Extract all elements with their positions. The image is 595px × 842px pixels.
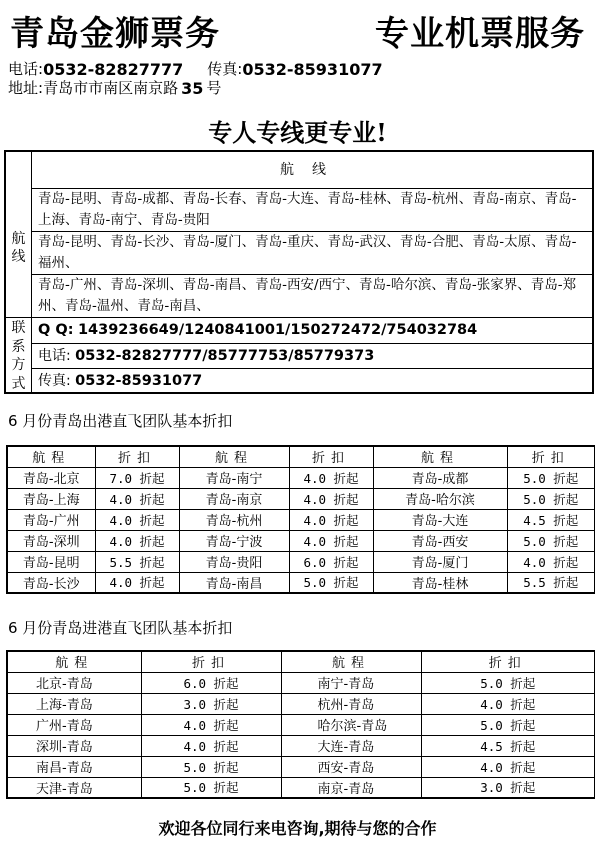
- table-row: [7, 756, 595, 777]
- col-header-route: 航程: [7, 651, 141, 672]
- discount-cell: 4.0 折起: [95, 509, 179, 530]
- outbound-table: [6, 445, 595, 594]
- route-cell: 南宁-青岛: [281, 672, 421, 693]
- route-cell: 青岛-北京: [7, 467, 95, 488]
- fax-row-label: 传真:: [38, 373, 71, 389]
- address-text: 青岛市市南区南京路: [43, 79, 179, 97]
- route-cell: 青岛-长沙: [7, 572, 95, 593]
- col-header-discount: 折扣: [95, 446, 179, 467]
- outbound-title: 6 月份青岛出港直飞团队基本折扣: [8, 412, 233, 430]
- phones-label: 电话:: [38, 348, 71, 364]
- discount-cell: 5.0 折起: [141, 777, 281, 798]
- col-header-route: 航程: [281, 651, 421, 672]
- footer-message: 欢迎各位同行来电咨询,期待与您的合作: [158, 819, 437, 838]
- address-label: 地址:: [8, 79, 44, 97]
- phones-numbers: 0532-82827777/85777753/85779373: [75, 348, 375, 364]
- discount-cell: 4.0 折起: [95, 488, 179, 509]
- discount-cell: 4.0 折起: [289, 530, 373, 551]
- qq-numbers: 1439236649/1240841001/150272472/754032784: [77, 322, 478, 338]
- route-cell: 杭州-青岛: [281, 693, 421, 714]
- route-cell: 上海-青岛: [7, 693, 141, 714]
- route-cell: 大连-青岛: [281, 735, 421, 756]
- discount-cell: 4.0 折起: [289, 509, 373, 530]
- phone-number: 0532-82827777: [43, 60, 184, 79]
- col-header-discount: 折扣: [289, 446, 373, 467]
- qq-label: Q Q:: [38, 322, 74, 338]
- discount-cell: 6.0 折起: [141, 672, 281, 693]
- discount-cell: 6.0 折起: [289, 551, 373, 572]
- table-row: [7, 572, 595, 593]
- route-cell: 南京-青岛: [281, 777, 421, 798]
- route-cell: 青岛-杭州: [179, 509, 289, 530]
- route-cell: 青岛-深圳: [7, 530, 95, 551]
- route-cell: 青岛-哈尔滨: [373, 488, 507, 509]
- fax-label: 传真:: [207, 60, 243, 78]
- route-cell: 青岛-宁波: [179, 530, 289, 551]
- discount-cell: 5.0 折起: [141, 756, 281, 777]
- col-header-route: 航程: [373, 446, 507, 467]
- table-row: [7, 672, 595, 693]
- table-row: [7, 488, 595, 509]
- discount-cell: 5.0 折起: [507, 530, 595, 551]
- contact-side-text: 联系方式: [11, 320, 26, 392]
- route-cell: 南昌-青岛: [7, 756, 141, 777]
- route-cell: 天津-青岛: [7, 777, 141, 798]
- route-cell: 青岛-厦门: [373, 551, 507, 572]
- table-row: [7, 777, 595, 798]
- route-cell: 青岛-广州: [7, 509, 95, 530]
- fax-number: 0532-85931077: [242, 60, 383, 79]
- discount-cell: 4.5 折起: [421, 735, 595, 756]
- header-banner: [10, 8, 585, 52]
- discount-cell: 5.5 折起: [95, 551, 179, 572]
- route-group-2: 青岛-昆明、青岛-长沙、青岛-厦门、青岛-重庆、青岛-武汉、青岛-合肥、青岛-太原、青岛-福州、: [38, 234, 577, 271]
- route-group-3: 青岛-广州、青岛-深圳、青岛-南昌、青岛-西安/西宁、青岛-哈尔滨、青岛-张家界、青岛-郑州、青岛-温州、青岛-南昌、: [38, 277, 577, 314]
- discount-cell: 5.0 折起: [507, 467, 595, 488]
- discount-cell: 4.0 折起: [95, 530, 179, 551]
- col-header-route: 航程: [7, 446, 95, 467]
- route-cell: 哈尔滨-青岛: [281, 714, 421, 735]
- route-cell: 广州-青岛: [7, 714, 141, 735]
- discount-cell: 4.0 折起: [141, 714, 281, 735]
- discount-cell: 4.0 折起: [95, 572, 179, 593]
- table-row: [7, 467, 595, 488]
- route-cell: 青岛-西安: [373, 530, 507, 551]
- discount-cell: 5.0 折起: [421, 672, 595, 693]
- col-header-discount: 折扣: [141, 651, 281, 672]
- table-header-row: [7, 651, 595, 672]
- phones-row: [38, 344, 374, 368]
- discount-cell: 4.5 折起: [507, 509, 595, 530]
- route-cell: 青岛-大连: [373, 509, 507, 530]
- qq-row: [38, 318, 477, 342]
- route-cell: 深圳-青岛: [7, 735, 141, 756]
- brand-name: 青岛金狮票务: [10, 13, 220, 54]
- route-cell: 青岛-昆明: [7, 551, 95, 572]
- route-cell: 青岛-桂林: [373, 572, 507, 593]
- table-row: [7, 735, 595, 756]
- phone-label: 电话:: [8, 60, 44, 78]
- route-cell: 西安-青岛: [281, 756, 421, 777]
- table-row: [7, 530, 595, 551]
- table-row: [7, 714, 595, 735]
- fax-row: [38, 369, 202, 393]
- discount-cell: 4.0 折起: [289, 467, 373, 488]
- col-header-route: 航程: [179, 446, 289, 467]
- table-row: [7, 693, 595, 714]
- discount-cell: 7.0 折起: [95, 467, 179, 488]
- route-cell: 青岛-南昌: [179, 572, 289, 593]
- route-cell: 青岛-成都: [373, 467, 507, 488]
- route-cell: 北京-青岛: [7, 672, 141, 693]
- routes-side-text: 航线: [11, 231, 26, 265]
- address-number: 35: [181, 79, 204, 98]
- col-header-discount: 折扣: [507, 446, 595, 467]
- routes-side-label: [6, 230, 31, 266]
- fax-row-number: 0532-85931077: [75, 373, 203, 389]
- slogan: 专人专线更专业!: [208, 118, 387, 147]
- discount-cell: 3.0 折起: [421, 777, 595, 798]
- discount-cell: 4.0 折起: [289, 488, 373, 509]
- contact-block: [8, 60, 383, 98]
- discount-cell: 5.0 折起: [421, 714, 595, 735]
- discount-cell: 5.0 折起: [289, 572, 373, 593]
- table-row: [7, 509, 595, 530]
- routes-header: 航线: [280, 162, 344, 178]
- table-header-row: [7, 446, 595, 467]
- col-header-discount: 折扣: [421, 651, 595, 672]
- discount-cell: 4.0 折起: [421, 756, 595, 777]
- discount-cell: 4.0 折起: [507, 551, 595, 572]
- service-tagline: 专业机票服务: [375, 13, 585, 54]
- route-cell: 青岛-上海: [7, 488, 95, 509]
- discount-cell: 3.0 折起: [141, 693, 281, 714]
- route-cell: 青岛-贵阳: [179, 551, 289, 572]
- routes-box: [4, 150, 594, 394]
- route-cell: 青岛-南宁: [179, 467, 289, 488]
- route-cell: 青岛-南京: [179, 488, 289, 509]
- discount-cell: 4.0 折起: [141, 735, 281, 756]
- address-suffix: 号: [206, 79, 222, 97]
- inbound-title: 6 月份青岛进港直飞团队基本折扣: [8, 619, 233, 637]
- discount-cell: 5.5 折起: [507, 572, 595, 593]
- discount-cell: 4.0 折起: [421, 693, 595, 714]
- contact-side-label: [6, 319, 31, 393]
- discount-cell: 5.0 折起: [507, 488, 595, 509]
- table-row: [7, 551, 595, 572]
- inbound-table: [6, 650, 595, 799]
- route-group-1: 青岛-昆明、青岛-成都、青岛-长春、青岛-大连、青岛-桂林、青岛-杭州、青岛-南京、青岛-上海、青岛-南宁、青岛-贵阳: [38, 191, 577, 228]
